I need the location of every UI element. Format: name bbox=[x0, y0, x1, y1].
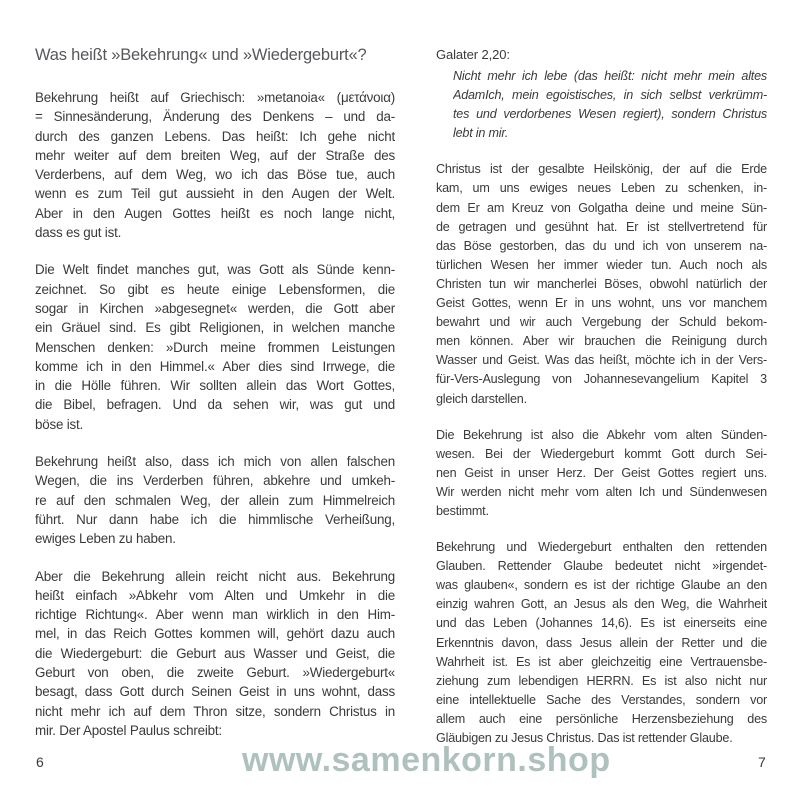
text-line: zeichnet. So gibt es heute einige Lebensformen, die bbox=[35, 281, 395, 297]
text-line: dass es gut ist. bbox=[35, 225, 122, 241]
text-line: böse ist. bbox=[35, 416, 84, 432]
text-line: Menschen denken: »Durch meine frommen Leistungen bbox=[35, 339, 395, 355]
watermark: www.samenkorn.shop bbox=[242, 741, 611, 779]
text-line: Wegen, die ins Verderben führen, abkehre und umkeh- bbox=[35, 473, 395, 489]
scripture-quote bbox=[436, 67, 767, 143]
paragraph bbox=[436, 160, 767, 408]
page-number-right: 7 bbox=[758, 754, 766, 770]
text-line: ein Gräuel sind. Es gibt Religionen, in welchen manche bbox=[35, 320, 395, 336]
text-line: bewahrt und wir auch Vergebung der Schuld bekom- bbox=[436, 315, 767, 330]
paragraph bbox=[35, 260, 395, 434]
text-line: ewiges Leben zu haben. bbox=[35, 531, 176, 547]
text-line: Wasser und Geist. Was das heißt, möchte ich in der Vers- bbox=[436, 353, 767, 368]
scripture-reference: Galater 2,20: bbox=[436, 47, 510, 62]
text-line: wenn es zum Teil gut aussieht in den Augen der Welt. bbox=[35, 186, 395, 202]
text-line: bestimmt. bbox=[436, 503, 489, 518]
text-line: die Wiedergeburt: die Geburt aus Wasser und Geist, die bbox=[35, 645, 395, 661]
text-line: lebt in mir. bbox=[453, 126, 509, 141]
text-line: heißt einfach »Abkehr vom Alten und Umkehr in die bbox=[35, 587, 395, 603]
text-line: Die Welt findet manches gut, was Gott als Sünde kenn- bbox=[35, 262, 395, 278]
text-line: eine intellektuelle Sache des Verstandes, sondern vor bbox=[436, 692, 767, 707]
text-line: führt. Nur dann habe ich die himmlische Verheißung, bbox=[35, 511, 395, 527]
text-line: sogar in Kirchen »abgesegnet« werden, die Gott aber bbox=[35, 300, 395, 316]
text-line: Erkenntnis davon, dass Jesus allein der Retter und die bbox=[436, 635, 767, 650]
page-title: Was heißt »Bekehrung« und »Wiedergeburt«? bbox=[35, 46, 367, 64]
text-line: Nicht mehr ich lebe (das heißt: nicht mehr mein altes bbox=[453, 69, 767, 83]
text-line: mel, in das Reich Gottes kommen will, gehört dazu auch bbox=[35, 626, 395, 642]
text-line: das Böse gestorben, das du und ich von unserem na- bbox=[436, 238, 767, 253]
paragraph bbox=[436, 426, 767, 521]
text-line: Christus ist der gesalbte Heilskönig, der auf die Erde bbox=[436, 162, 767, 177]
text-line: Glauben. Rettender Glaube bedeutet nicht »irgendet- bbox=[436, 559, 767, 574]
paragraph bbox=[35, 88, 395, 242]
text-line: mir. Der Apostel Paulus schreibt: bbox=[35, 722, 222, 738]
text-line: für-Vers-Auslegung von Johannesevangelium Kapitel 3 bbox=[436, 372, 767, 387]
paragraph bbox=[35, 567, 395, 741]
text-line: einzig wahren Gott, an Jesus als den Weg, die Wahrheit bbox=[436, 597, 767, 612]
text-line: nen Geist in unser Herz. Der Geist Gottes regiert uns. bbox=[436, 465, 767, 480]
text-line: men können. Aber wir brauchen die Reinigung durch bbox=[436, 334, 767, 349]
page-left bbox=[35, 45, 395, 758]
text-line: die Bibel, befragen. Und da sehen wir, was gut und bbox=[35, 397, 395, 413]
text-line: Christen tun wir mancherlei Böses, obwohl natürlich der bbox=[436, 276, 767, 291]
text-line: besagt, dass Gott durch Seinen Geist in uns wohnt, dass bbox=[35, 684, 395, 700]
text-line: durch des ganzen Lebens. Das heißt: Ich gehe nicht bbox=[35, 128, 395, 144]
text-line: dem Er am Kreuz von Golgatha deine und meine Sün- bbox=[436, 200, 767, 215]
text-line: wesen. Bei der Wiedergeburt kommt Gott durch Sei- bbox=[436, 446, 767, 461]
text-line: Bekehrung heißt also, dass ich mich von allen falschen bbox=[35, 454, 395, 470]
page-number-left: 6 bbox=[36, 754, 44, 770]
text-line: richtige Richtung«. Aber wenn man wirklich in den Him- bbox=[35, 607, 395, 623]
text-line: de getragen und gesühnt hat. Er ist stellvertretend für bbox=[436, 219, 767, 234]
text-line: Wahrheit ist. Es ist aber gleichzeitig eine Vertrauensbe- bbox=[436, 654, 767, 669]
text-line: Verderbens, auf dem Weg, wo ich das Böse tue, auch bbox=[35, 167, 395, 183]
text-line: nicht mehr ich auf dem Thron sitze, sondern Christus in bbox=[35, 703, 395, 719]
text-line: mehr weiter auf dem breiten Weg, auf der Straße des bbox=[35, 147, 395, 163]
text-line: komme ich in den Himmel.« Aber dies sind Irrwege, die bbox=[35, 358, 395, 374]
text-line: Die Bekehrung ist also die Abkehr vom alten Sünden- bbox=[436, 427, 767, 442]
text-line: türlichen Wesen her immer wieder tun. Auch noch als bbox=[436, 257, 767, 272]
text-line: Geist Gottes, wenn Er in uns wohnt, uns vor manchem bbox=[436, 296, 767, 311]
text-line: = Sinnesänderung, Änderung des Denkens – und da- bbox=[35, 109, 395, 125]
text-line: was glauben«, sondern es ist der richtige Glaube an den bbox=[436, 578, 767, 593]
text-line: re auf den schmalen Weg, der allein zum Himmelreich bbox=[35, 492, 395, 508]
page-right bbox=[436, 45, 767, 765]
text-line: Aber die Bekehrung allein reicht nicht aus. Bekehrung bbox=[35, 568, 395, 584]
paragraph bbox=[35, 452, 395, 548]
text-line: AdamIch, mein egoistisches, in sich selbst verkrümm- bbox=[453, 88, 767, 103]
text-line: in die Hölle führen. Wir sollten allein das Wort Gottes, bbox=[35, 378, 395, 394]
text-line: gleich darstellen. bbox=[436, 391, 527, 406]
text-line: und das Leben (Johannes 14,6). Es ist einerseits eine bbox=[436, 616, 767, 631]
text-line: allem auch eine persönliche Herzensbeziehung des bbox=[436, 711, 767, 726]
text-line: ziehung zum lebendigen HERRN. Es ist also nicht nur bbox=[436, 673, 767, 688]
text-line: Geburt von oben, die zweite Geburt. »Wiedergeburt« bbox=[35, 665, 395, 681]
text-line: Wir werden nicht mehr vom alten Ich und Sündenwesen bbox=[436, 484, 767, 499]
paragraph bbox=[436, 538, 767, 748]
text-line: Aber in den Augen Gottes heißt es noch lange nicht, bbox=[35, 205, 395, 221]
text-line: Gläubigen zu Jesus Christus. Das ist rettender Glaube. bbox=[436, 731, 733, 745]
text-line: kam, um uns ewiges neues Leben zu schenken, in- bbox=[436, 181, 767, 196]
text-line: tes und verdorbenes Wesen regiert), sondern Christus bbox=[453, 107, 767, 122]
text-line: Bekehrung heißt auf Griechisch: »metanoia« (μετάνοια) bbox=[35, 90, 395, 105]
text-line: Bekehrung und Wiedergeburt enthalten den rettenden bbox=[436, 540, 767, 555]
